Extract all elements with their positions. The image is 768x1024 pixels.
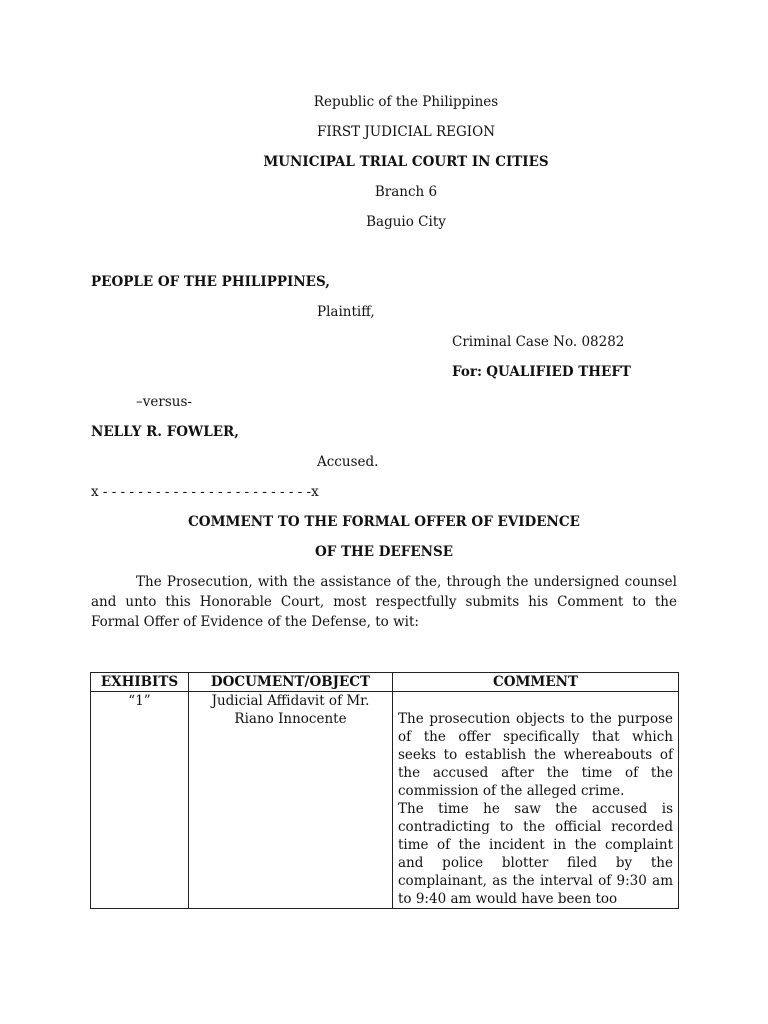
document-title-line1: COMMENT TO THE FORMAL OFFER OF EVIDENCE bbox=[188, 514, 580, 530]
city-line: Baguio City bbox=[366, 214, 446, 230]
document-title-line2: OF THE DEFENSE bbox=[314, 544, 454, 560]
accused-role: Accused. bbox=[317, 454, 379, 470]
accused-name: NELLY R. FOWLER, bbox=[91, 424, 239, 440]
comment-header: COMMENT bbox=[393, 673, 679, 692]
comment-paragraph-2: The time he saw the accused is contradicting to the official recorded time of the incident in the complaint and police blotter filed by the complainant, as the interval of 9:30 am to 9:40 am would have been too bbox=[398, 801, 673, 907]
plaintiff-role: Plaintiff, bbox=[317, 304, 375, 320]
case-number: Criminal Case No. 08282 bbox=[452, 334, 625, 350]
region-line: FIRST JUDICIAL REGION bbox=[316, 124, 496, 140]
plaintiff-name: PEOPLE OF THE PHILIPPINES, bbox=[91, 274, 330, 290]
document-cell: Judicial Affidavit of Mr. Riano Innocente bbox=[189, 692, 393, 909]
comment-cell bbox=[393, 692, 679, 909]
offense-line bbox=[452, 363, 631, 381]
caption-separator: x - - - - - - - - - - - - - - - - - - - - - - - -x bbox=[91, 484, 319, 500]
branch-line: Branch 6 bbox=[374, 184, 438, 200]
document-header: DOCUMENT/OBJECT bbox=[189, 673, 393, 692]
exhibit-cell: “1” bbox=[91, 692, 189, 909]
versus-line: –versus- bbox=[136, 394, 192, 410]
table-row bbox=[91, 692, 679, 909]
for-label: For: bbox=[452, 364, 482, 380]
comment-paragraph-1: The prosecution objects to the purpose of the offer specifically that which seeks to establish the whereabouts of the accused after the time of the commission of the alleged crime. bbox=[398, 711, 673, 799]
offense-name: QUALIFIED THEFT bbox=[486, 364, 631, 380]
table-header-row bbox=[91, 673, 679, 692]
exhibits-header: EXHIBITS bbox=[91, 673, 189, 692]
court-name: MUNICIPAL TRIAL COURT IN CITIES bbox=[263, 154, 549, 170]
evidence-table bbox=[90, 672, 679, 909]
republic-line: Republic of the Philippines bbox=[313, 94, 499, 110]
intro-paragraph: The Prosecution, with the assistance of the, through the undersigned counsel and unto this Honorable Court, most respectfully submits his Comment to the Formal Offer of Evidence of the Defense, to wit: bbox=[91, 574, 677, 630]
